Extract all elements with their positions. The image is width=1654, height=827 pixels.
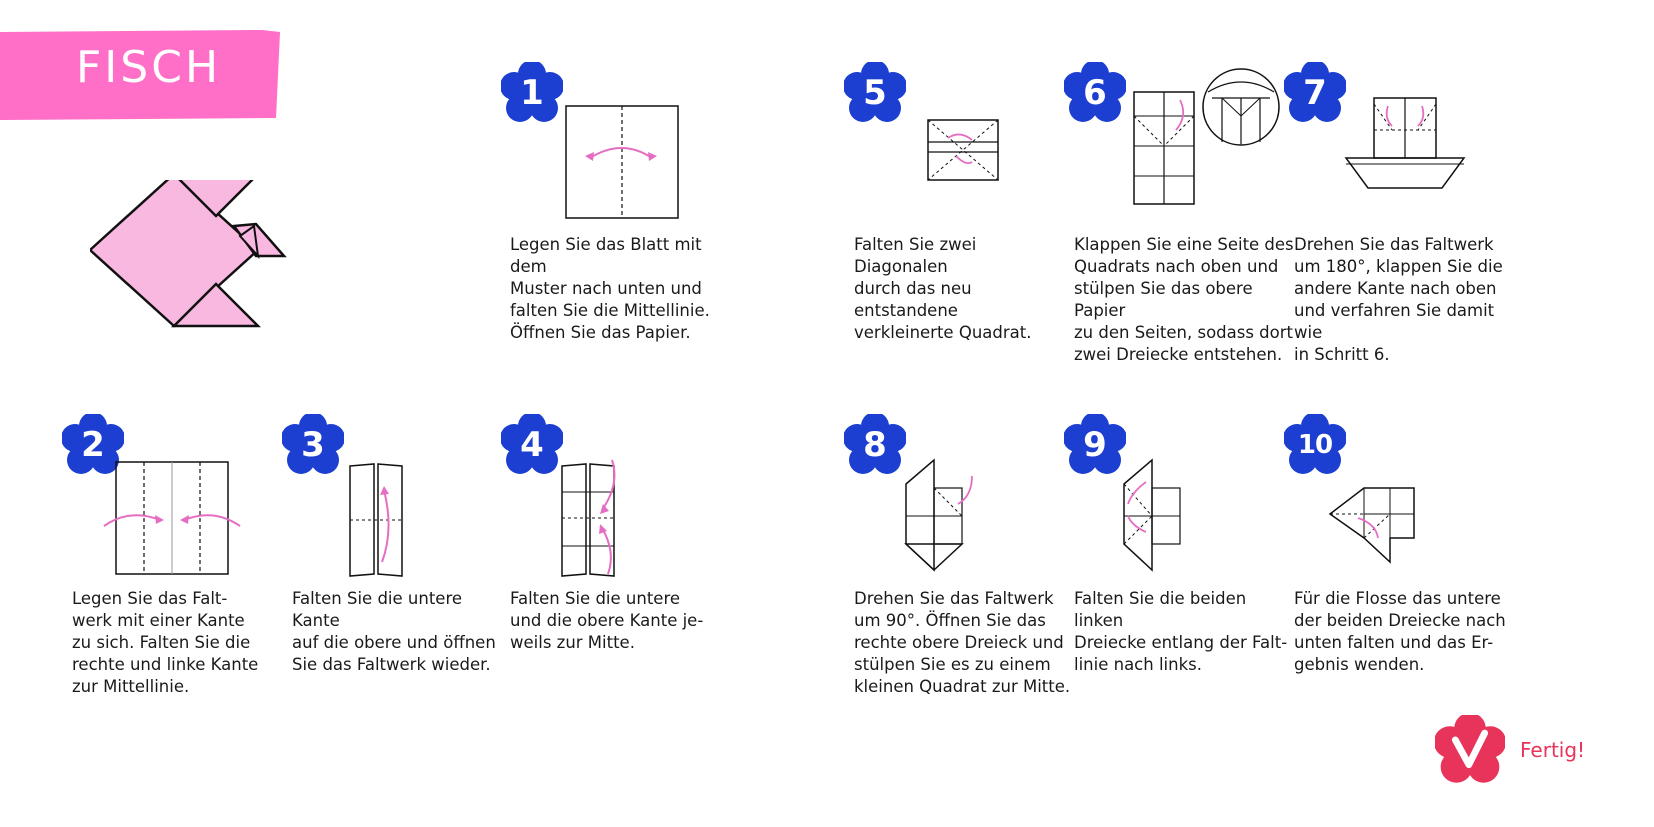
step-7-diagram (1340, 92, 1470, 192)
step-7-number: 7 (1303, 73, 1327, 113)
step-3-diagram (344, 458, 410, 580)
step-4-number: 4 (520, 425, 544, 465)
step-10-text: Für die Flosse das untere der beiden Dreiecke nach unten falten und das Er- gebnis wenden. (1294, 589, 1506, 674)
step-3-badge (282, 414, 344, 476)
step-6-badge (1064, 62, 1126, 124)
step-9-badge (1064, 414, 1126, 476)
step-5-number: 5 (863, 73, 887, 113)
step-7-badge (1284, 62, 1346, 124)
step-2-number: 2 (81, 425, 105, 465)
step-8-diagram (900, 454, 990, 574)
done-label: Fertig! (1520, 738, 1586, 762)
step-5-text: Falten Sie zwei Diagonalen durch das neu entstandene verkleinerte Quadrat. (854, 235, 1032, 342)
step-9-diagram (1118, 454, 1198, 574)
step-4-text: Falten Sie die untere und die obere Kante je- weils zur Mitte. (510, 589, 704, 652)
step-8-badge (844, 414, 906, 476)
step-7-text: Drehen Sie das Faltwerk um 180°, klappen Sie die andere Kante nach oben und verfahren Sie damit wie in Schritt 6. (1294, 235, 1503, 364)
step-6-text: Klappen Sie eine Seite des Quadrats nach oben und stülpen Sie das obere Papier zu den Seiten, sodass dort zwei Dreiecke entstehen. (1074, 235, 1294, 364)
step-1-number: 1 (520, 73, 544, 113)
step-2-diagram (100, 456, 245, 578)
step-3-text: Falten Sie die untere Kante auf die obere und öffnen Sie das Faltwerk wieder. (292, 589, 496, 674)
step-6-number: 6 (1083, 73, 1107, 113)
step-5-badge (844, 62, 906, 124)
step-1-badge (501, 62, 563, 124)
step-1-text: Legen Sie das Blatt mit dem Muster nach unten und falten Sie die Mittellinie. Öffnen Sie das Papier. (510, 235, 710, 342)
step-1-diagram (560, 100, 690, 225)
step-4-diagram (556, 456, 632, 580)
step-3-number: 3 (301, 425, 325, 465)
step-8-text: Drehen Sie das Faltwerk um 90°. Öffnen Sie das rechte obere Dreieck und stülpen Sie es zu einem kleinen Quadrat zur Mitte. (854, 589, 1071, 696)
step-9-number: 9 (1083, 425, 1107, 465)
step-2-text: Legen Sie das Falt- werk mit einer Kante zu sich. Falten Sie die rechte und linke Kante zur Mittellinie. (72, 589, 259, 696)
step-8-number: 8 (863, 425, 887, 465)
step-6-detail-diagram (1198, 64, 1284, 150)
step-10-number: 10 (1297, 430, 1333, 460)
step-5-diagram (920, 112, 1010, 187)
step-6-diagram (1128, 86, 1198, 208)
step-10-badge (1284, 414, 1346, 476)
step-10-diagram (1324, 484, 1428, 568)
done-check-icon (1435, 715, 1505, 785)
step-9-text: Falten Sie die beiden linken Dreiecke entlang der Falt- linie nach links. (1074, 589, 1288, 674)
step-4-badge (501, 414, 563, 476)
fish-illustration (90, 180, 310, 360)
page-title: FISCH (76, 42, 222, 93)
